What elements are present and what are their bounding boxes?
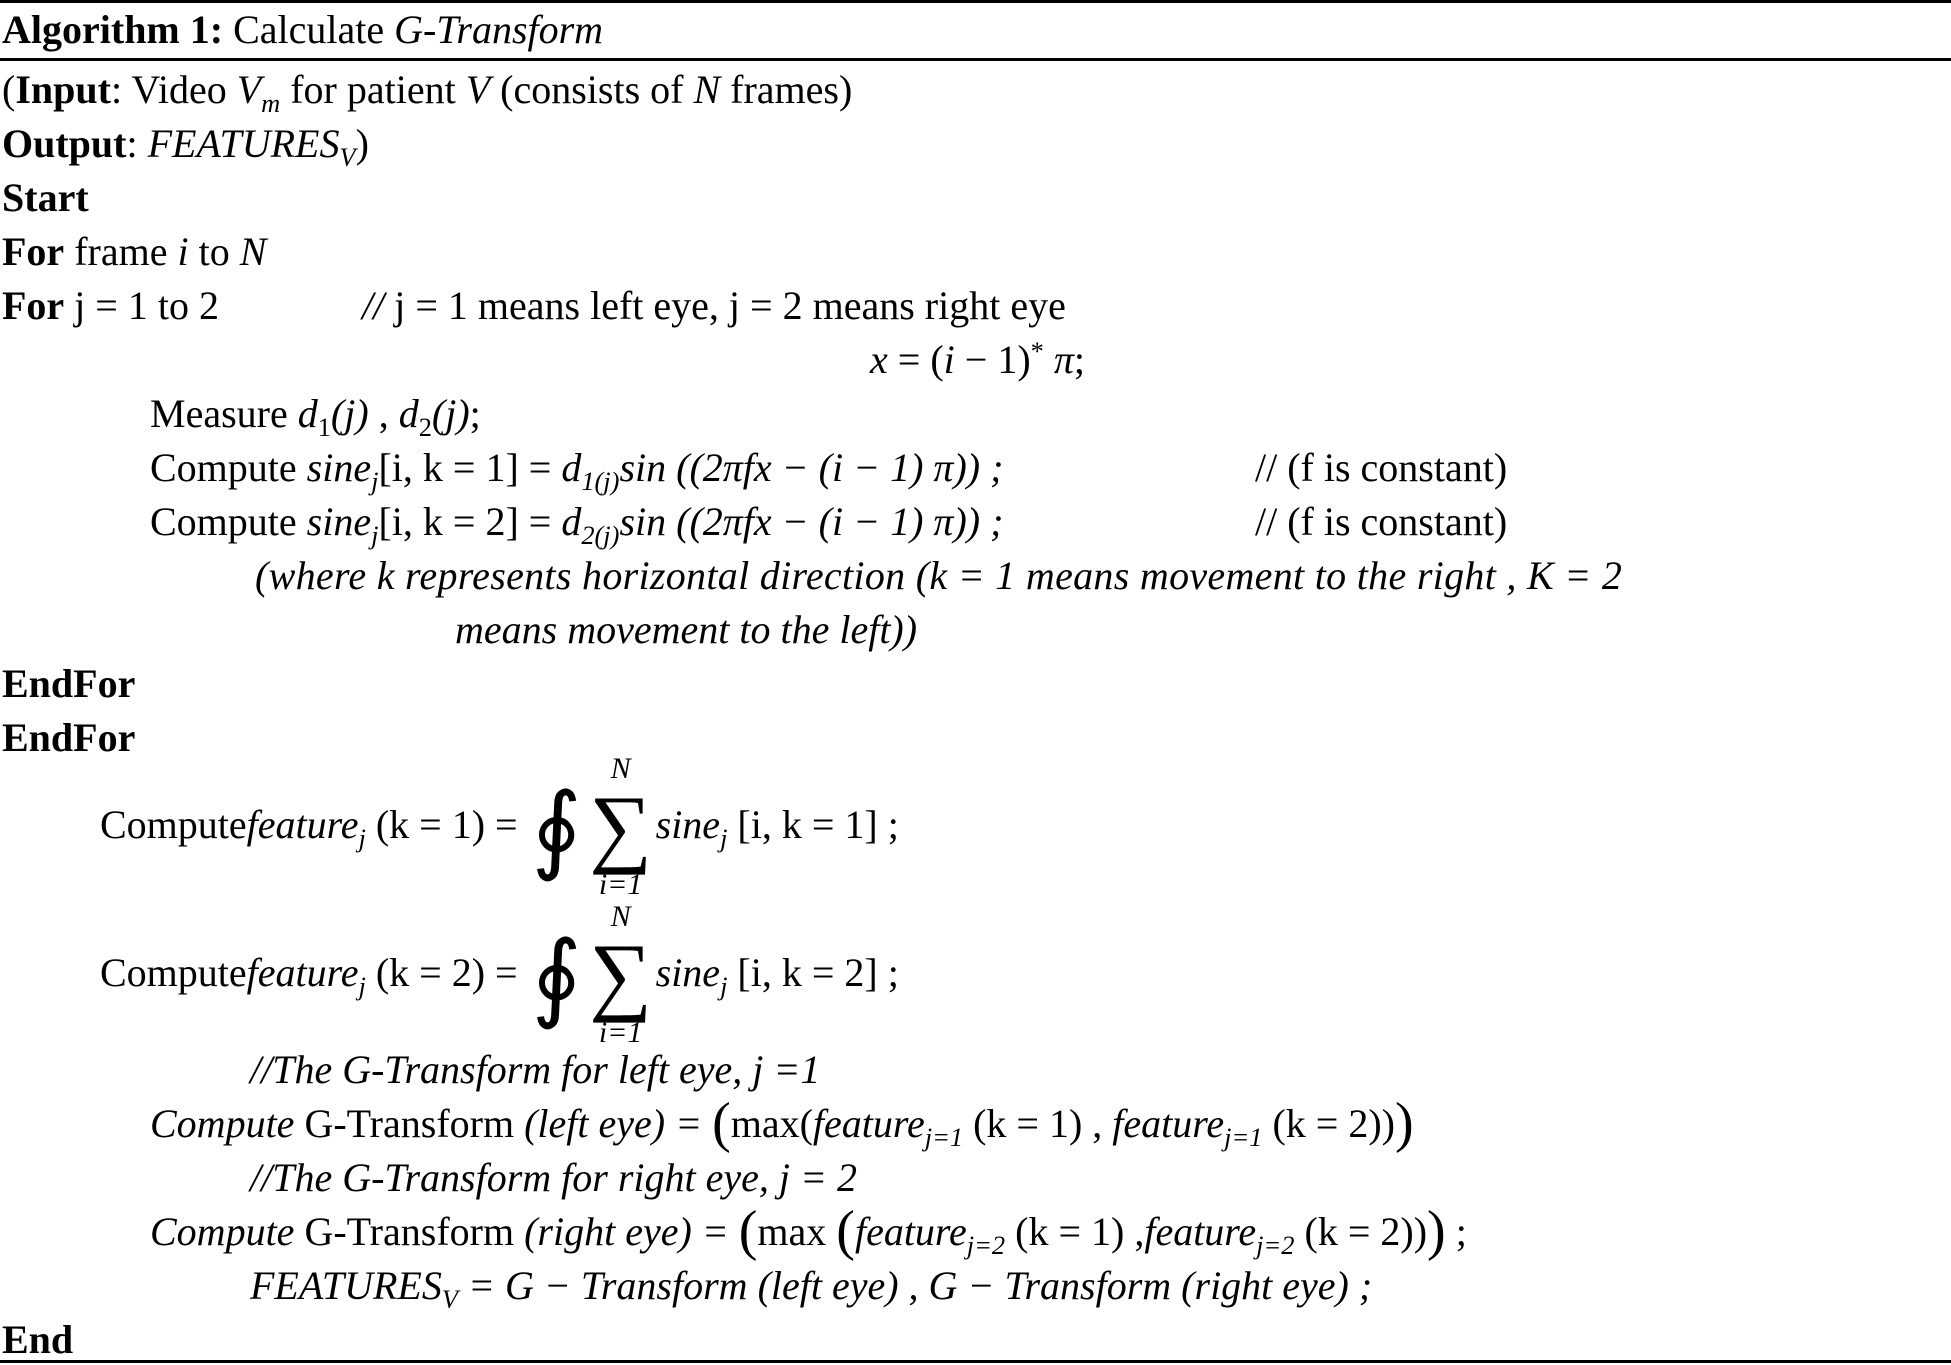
feature2-kw: Compute (100, 950, 247, 995)
loop2-kw: For (2, 283, 65, 328)
comment-right-eye: //The G-Transform for right eye, j = 2 (250, 1155, 858, 1200)
gt-right-open2: ( (836, 1200, 855, 1262)
sine1-sine-sub: j (371, 466, 379, 497)
comment-left-eye: //The G-Transform for left eye, j =1 (250, 1047, 821, 1092)
loop2-comment-a: j = 1 (394, 283, 468, 328)
summation-2-lower: i=1 (598, 1015, 643, 1049)
summation-2-upper: N (610, 899, 631, 933)
gt-left-f1-sub: j=1 (924, 1122, 964, 1153)
gt-left-open: ( (712, 1092, 731, 1154)
loop1-to: to (198, 229, 230, 274)
input-label: Input (15, 67, 111, 112)
input-text-c: (consists of (500, 67, 684, 112)
endfor-inner: EndFor (2, 661, 136, 706)
output-line (2, 120, 369, 173)
gt-left-max: max( (730, 1101, 813, 1146)
gt-right-close: ) (1427, 1200, 1446, 1262)
feature2-arg: (k = 2) = (365, 950, 528, 995)
video-var: V (236, 67, 262, 112)
sine1-sine: sine (306, 445, 372, 490)
loop2-comment-b: means left eye, (477, 283, 719, 328)
sine1-d-sub: 1(j) (581, 466, 620, 497)
gt-right-f2: feature (1144, 1209, 1257, 1254)
contour-integral-icon: ∮ (531, 774, 582, 882)
gt-left-f2-arg: (k = 2)) (1262, 1101, 1395, 1146)
features-sub: V (339, 142, 356, 173)
frames-var: N (693, 67, 721, 112)
compute-sine-2-comment: // (f is constant) (1255, 499, 1508, 544)
summation-1-lower: i=1 (598, 867, 643, 901)
loop2-comment-slashes: // (362, 283, 385, 328)
gt-right-f2-sub: j=2 (1256, 1230, 1295, 1261)
output-close-paren: ) (355, 121, 369, 166)
bottom-rule (0, 1360, 1951, 1363)
gt-right-c: (right eye) = (524, 1209, 739, 1254)
measure-d2-arg: (j) (431, 391, 470, 436)
gt-right-max: max (757, 1209, 837, 1254)
gt-left-f2-sub: j=1 (1224, 1122, 1263, 1153)
sine2-index: [i, k = 2] = (378, 499, 562, 544)
loop1-limit: N (239, 229, 267, 274)
gtransform-left (150, 1092, 1414, 1154)
loop2-comment-d: means right eye (812, 283, 1066, 328)
loop1-kw: For (2, 229, 65, 274)
compute-feature-2 (100, 898, 899, 1048)
x-definition (870, 336, 1085, 384)
gt-right-open: ( (738, 1200, 758, 1262)
feature1-lhs-sub: j (358, 823, 366, 854)
algorithm-header (2, 6, 603, 54)
features-final (250, 1262, 1373, 1315)
gt-right-f1: feature (854, 1209, 967, 1254)
measure-end: ; (469, 391, 481, 436)
loop-eyes-comment (362, 282, 1066, 330)
summation-1-upper: N (610, 751, 631, 785)
summation-2 (586, 899, 656, 1052)
x-end: ; (1073, 337, 1086, 382)
input-text-a: : Video (110, 67, 227, 112)
sine1-d: d (561, 445, 582, 490)
features-var: FEATURES (147, 121, 340, 166)
where-note-line-1: (where k represents horizontal direction (k = 1 means movement to the right , K = 2 (255, 553, 1623, 598)
algorithm-label: Algorithm 1: (2, 7, 224, 52)
feature1-term-sub: j (720, 823, 728, 854)
x-lhs: x (870, 337, 888, 382)
summation-icon: ∑ (589, 926, 652, 1024)
gt-right-end: ; (1445, 1209, 1467, 1254)
input-text-b: for patient (290, 67, 456, 112)
gt-right-f2-arg: (k = 2)) (1294, 1209, 1428, 1254)
sine2-rest: sin ((2πfx − (i − 1) π)) ; (619, 499, 1004, 544)
x-pi: π (1053, 337, 1074, 382)
feature1-kw: Compute (100, 802, 247, 847)
features-final-sub: V (441, 1284, 458, 1315)
feature2-lhs-sub: j (358, 971, 366, 1002)
patient-var: V (465, 67, 491, 112)
measure-d2-sub: 2 (418, 412, 432, 443)
feature2-term-idx: [i, k = 2] ; (727, 950, 899, 995)
measure-kw: Measure (150, 391, 288, 436)
contour-integral-icon: ∮ (531, 922, 582, 1030)
features-final-rhs: = G − Transform (left eye) , G − Transform (right eye) ; (457, 1263, 1373, 1308)
compute-sine-1 (150, 444, 1004, 497)
x-rhs-b: − 1) (964, 337, 1031, 382)
algorithm-name: G-Transform (394, 7, 604, 52)
feature1-lhs: feature (246, 802, 359, 847)
sine2-d-sub: 2(j) (581, 520, 620, 551)
measure-d1-sub: 1 (317, 412, 331, 443)
loop2-comment-c: j = 2 (728, 283, 803, 328)
gt-left-f2: feature (1112, 1101, 1225, 1146)
gt-left-close: ) (1395, 1092, 1414, 1154)
sine2-sine: sine (306, 499, 372, 544)
gt-right-f1-sub: j=2 (966, 1230, 1006, 1261)
loop2-expr: j = 1 to 2 (74, 283, 219, 328)
sine2-kw: Compute (150, 499, 297, 544)
summation-icon: ∑ (589, 778, 652, 876)
loop-frames (2, 228, 266, 276)
gt-right-a: Compute (150, 1209, 295, 1254)
feature1-arg: (k = 1) = (365, 802, 528, 847)
loop1-text: frame (74, 229, 168, 274)
measure-line (150, 390, 481, 443)
sine2-sine-sub: j (371, 520, 379, 551)
x-rhs-a: = ( (897, 337, 944, 382)
feature2-term: sine (655, 950, 721, 995)
features-final-lhs: FEATURES (250, 1263, 442, 1308)
end-keyword: End (2, 1317, 74, 1362)
sine1-kw: Compute (150, 445, 297, 490)
output-colon: : (126, 121, 138, 166)
gt-left-f1: feature (812, 1101, 925, 1146)
measure-d2: d (398, 391, 419, 436)
feature1-term: sine (655, 802, 721, 847)
feature2-lhs: feature (246, 950, 359, 995)
gt-right-f1-arg: (k = 1) , (1005, 1209, 1145, 1254)
endfor-outer: EndFor (2, 715, 136, 760)
header-rule (0, 58, 1951, 61)
top-rule (0, 0, 1951, 3)
compute-sine-2 (150, 498, 1004, 551)
summation-1 (586, 751, 656, 904)
measure-sep: , (378, 391, 389, 436)
measure-d1-arg: (j) (330, 391, 369, 436)
gt-left-f1-arg: (k = 1) , (963, 1101, 1113, 1146)
gt-left-a: Compute (150, 1101, 295, 1146)
sine2-d: d (561, 499, 582, 544)
x-star: * (1030, 335, 1044, 366)
gtransform-right (150, 1200, 1467, 1262)
feature2-term-sub: j (720, 971, 728, 1002)
compute-feature-1 (100, 750, 899, 900)
feature1-term-idx: [i, k = 1] ; (727, 802, 899, 847)
where-note-line-2: means movement to the left)) (455, 607, 918, 652)
loop-eyes (2, 282, 219, 330)
input-open-paren: ( (2, 67, 16, 112)
gt-right-b: G-Transform (304, 1209, 515, 1254)
output-label: Output (2, 121, 127, 166)
gt-left-b: G-Transform (304, 1101, 515, 1146)
video-sub: m (261, 88, 281, 119)
loop1-var: i (177, 229, 189, 274)
algorithm-calc: Calculate (233, 7, 385, 52)
sine1-rest: sin ((2πfx − (i − 1) π)) ; (619, 445, 1004, 490)
compute-sine-1-comment: // (f is constant) (1255, 445, 1508, 490)
sine1-index: [i, k = 1] = (378, 445, 562, 490)
x-var-i: i (943, 337, 955, 382)
gt-left-c: (left eye) = (524, 1101, 713, 1146)
start-keyword: Start (2, 175, 89, 220)
measure-d1: d (297, 391, 318, 436)
input-text-d: frames) (730, 67, 853, 112)
input-line (2, 66, 853, 119)
